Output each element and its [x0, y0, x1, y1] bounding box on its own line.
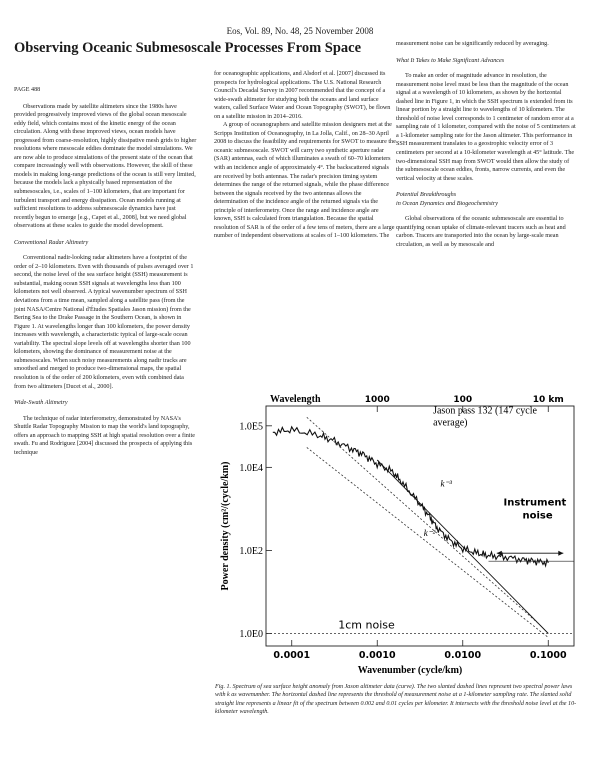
paragraph: Observations made by satellite altimeters since the 1980s have provided progressively improved views of the global ocean mesoscale eddy field, which contains most of the kinetic energy of the ocean circulation. Along with these improved views, ocean models have progressed from coarse-resolution, highly dissipative mesh grids to higher resolutions where mesoscale eddies dominate the model simulations. We are now able to produce simulations of the present state of the ocean that compare increasingly well with observations. However, the skill of these models in making long-range predictions of the ocean is still very limited, because the models lack a physically based representation of the submesoscales, i.e., scales of 1–100 kilometers, that are important for turbulent transport and energy dissipation. Ocean models running at sufficient resolutions to address submesoscale dynamics have just recently begun to emerge [e.g., Capet et al., 2008], but we need global observations at these scales to guide the model development.: [14, 103, 197, 230]
x-tick-label: 0.1000: [529, 650, 567, 661]
cm-noise-label: 1cm noise: [338, 618, 395, 632]
spectrum-line: [273, 427, 549, 566]
section-heading: Conventional Radar Altimetry: [14, 239, 89, 246]
x-tick-label: 0.0010: [358, 650, 396, 661]
top-axis-title: Wavelength: [270, 394, 321, 405]
section-heading-line-2: in Ocean Dynamics and Biogeochemistry: [396, 200, 498, 207]
paragraph: Global observations of the oceanic submesoscale are essential to quantifying ocean uptake of climate-relevant tracers such as heat and carbon. Tracers are transported into the ocean by large-scale mean circulation, as well as by mesoscale and: [396, 216, 566, 248]
x-tick-label: 0.0100: [444, 650, 482, 661]
series-title-line-2: average): [433, 417, 468, 429]
paragraph: To make an order of magnitude advance in resolution, the measurement noise level must be less than the magnitude of the ocean signal at a wavelength of 10 kilometers, as shown by the horizontal dashed line in Figure 1, in which the SSH spectrum is extended from its linear portion by a straight line to wavelengths of 10 kilometers. The threshold of noise level corresponds to 1 centimeter of random error at a sampling rate of 1 kilometer, compared with the noise of 5 centimeters at a 1-kilometer sampling rate for the Jason altimeter. This performance in SSH measurement translates to a geostrophic velocity error of 3 centimeters per second at a 10-kilometer wavelength at 45° latitude. The two-dimensional SSH map from SWOT would then allow the study of the submesoscale ocean eddies, fronts, narrow currents, and even the vertical velocity at these scales.: [396, 73, 576, 182]
paragraph: The technique of radar interferometry, demonstrated by NASA's Shuttle Radar Topography Mission to map the world's land topography, offers an approach to mapping SSH at high spatial resolution over a finite swath. Fu and Rodriguez [2004] discussed the prospects of applying this technique: [14, 415, 195, 456]
plot-frame: [266, 406, 574, 646]
figure-caption: Fig. 1. Spectrum of sea surface height anomaly from Jason altimeter data (curve). The two slanted dashed lines represent two spectral power laws with k as wavenumber. The horizontal dashed line represents the threshold of measurement noise at a 1-kilometer sampling rate. The slanted solid straight line represents a linear fit of the spectrum between 0.002 and 0.01 cycles per kilometer. It intersects with the threshold noise level at the 10-kilometer wavelength.: [215, 684, 577, 716]
y-tick-label: 1.0E0: [239, 628, 263, 640]
top-tick-label: 100: [453, 395, 473, 405]
column-3: [396, 40, 576, 249]
column-2: [214, 70, 397, 241]
top-tick-label: 1000: [364, 395, 390, 405]
article-title: Observing Oceanic Submesoscale Processes From Space: [14, 40, 362, 56]
k-minus-2-label: k⁻²: [423, 528, 436, 539]
paragraph: for oceanographic applications, and Alsdorf et al. [2007] discussed its prospects for hydrological applications. The U.S. National Research Council's Decadal Survey in 2007 recommended that the concept of a wide-swath altimeter for studying both the oceans and land surface waters, called Surface Water and Ocean Topography (SWOT), be flown on a satellite mission in 2014–2016.: [214, 71, 391, 120]
instrument-noise-label: Instrument: [503, 497, 567, 509]
series-title: Jason pass 132 (147 cycle: [433, 405, 537, 417]
section-heading: Potential Breakthroughs: [396, 192, 457, 199]
y-tick-label: 1.0E4: [239, 462, 263, 474]
x-axis-label: Wavenumber (cycle/km): [357, 665, 463, 676]
column-1: [14, 86, 197, 457]
paragraph: Conventional nadir-looking radar altimeters have a footprint of the order of 2–10 kilometers. Even with thousands of pulses averaged over 1 second, the noise level of the sea surface height (SSH) measurement is substantial, making ocean SSH signals at wavelengths less than 100 kilometers not well observed. A typical wavenumber spectrum of SSH deviations from a time mean, sampled along a satellite pass (from the joint NASA/Centre National d'Études Spatiales Jason mission) from the Bering Sea to the Drake Passage in the Southern Ocean, is shown in Figure 1. At wavelengths longer than 100 kilometers, the power density increases with wavelength, a characteristic typical of large-scale ocean variability. The spectral slope levels off at wavelengths shorter than 100 kilometers, showing the dominance of measurement noise at the submesoscales. When such noisy measurements along nadir tracks are smoothed and merged to produce two-dimensional maps, the spatial resolution is of the order of 200 kilometers, even with combined data from two altimeters [Ducet et al., 2000].: [14, 255, 194, 390]
instrument-noise-label-2: noise: [522, 510, 553, 522]
noise-arrow-head-right: [558, 551, 563, 556]
y-tick-label: 1.0E5: [239, 421, 263, 433]
k-minus-2-line: [307, 448, 549, 638]
linear-fit-line: [377, 460, 548, 634]
page-reference: PAGE 488: [14, 87, 41, 93]
k-minus-3-label: k⁻³: [440, 478, 453, 489]
top-tick-label: 10 km: [532, 395, 564, 405]
section-heading: What It Takes to Make Significant Advances: [396, 57, 505, 64]
x-tick-label: 0.0001: [273, 650, 311, 661]
section-heading: Wide-Swath Altimetry: [14, 400, 68, 407]
y-axis-label: Power density (cm²/(cycle/km): [220, 461, 231, 591]
spectrum-figure: [214, 388, 584, 680]
k-minus-3-line: [307, 417, 540, 625]
journal-header: Eos, Vol. 89, No. 48, 25 November 2008: [226, 26, 374, 36]
y-tick-label: 1.0E2: [239, 545, 263, 557]
paragraph: measurement noise can be significantly reduced by averaging.: [396, 41, 549, 47]
paragraph: A group of oceanographers and satellite mission designers met at the Scripps Institution of Oceanography, in La Jolla, Calif., on 28–30 April 2008 to discuss the feasibility and requirements for SWOT to measure the oceanic submesoscale. SWOT will carry two synthetic aperture radar (SAR) antennas, each of which illuminates a swath of 60–70 kilometers with an incidence angle of approximately 4°. The backscattered signals are received by both antennas. The radar's precision timing system determines the range of the returned signals, while the phase difference between the signals received by the two antennas allows the determination of the incidence angle of the returned signals via the principle of interferometry. Once the range and incidence angle are known, SSH is calculated from triangulation. Because the spatial resolution of SAR is of the order of a few tens of meters, there are a large number of independent observations at scales of 1–100 kilometers. The: [214, 122, 396, 240]
